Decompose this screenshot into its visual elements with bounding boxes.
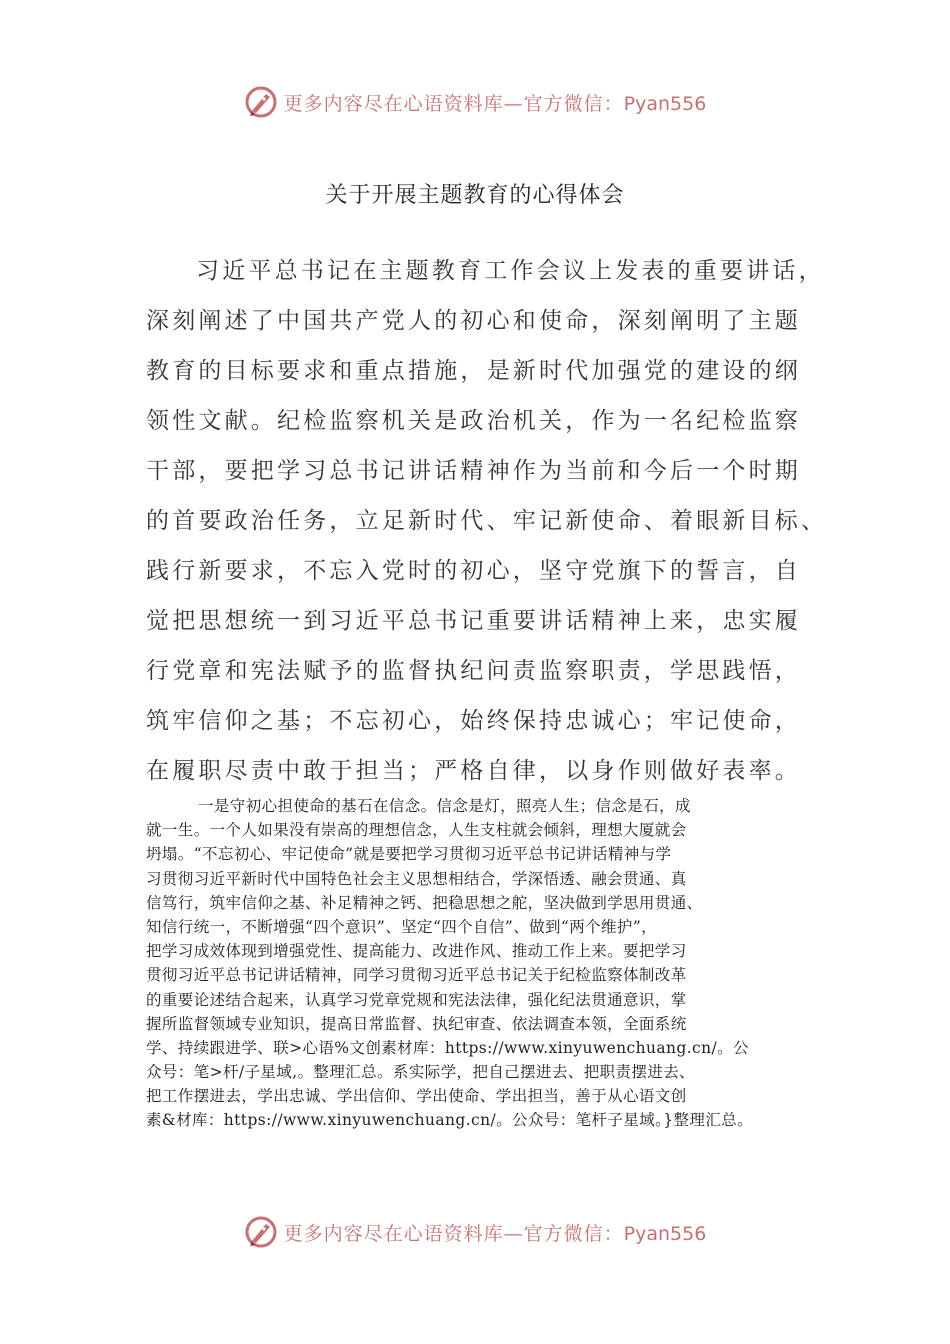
body-line: 把学习成效体现到增强党性、提高能力、改进作风、推动工作上来。要把学习: [146, 942, 687, 961]
watermark-handle: Pyan556: [623, 92, 707, 115]
body-paragraph: [146, 794, 826, 1133]
document-title: 关于开展主题教育的心得体会: [325, 183, 625, 208]
body-line: 一是守初心担使命的基石在信念。信念是灯，照亮人生；信念是石，成: [198, 797, 691, 815]
footer-watermark: [0, 1212, 950, 1252]
body-line: 贯彻习近平总书记讲话精神，同学习贯彻习近平总书记关于纪检监察体制改革: [146, 966, 687, 985]
intro-line: 在履职尽责中敢于担当；严格自律，以身作则做好表率。: [146, 758, 801, 784]
header-watermark: [0, 82, 950, 122]
body-line: 的重要论述结合起来，认真学习党章党规和宪法法律，强化纪法贯通意识，掌: [146, 990, 687, 1009]
intro-line: 干部，要把学习总书记讲话精神作为当前和今后一个时期: [146, 458, 801, 484]
body-line: 素&材库：https://www.xinyuwenchuang.cn/。公众号：笔杆子星域。}整理汇总。: [146, 1111, 754, 1130]
body-line: 把工作摆进去，学出忠诚、学出信仰、学出使命、学出担当，善于从心语文创: [146, 1087, 687, 1106]
body-line: 学、持续跟进学、联>心语%文创素材库：https://www.xinyuwenchuang.cn/。公: [146, 1038, 749, 1057]
pen-nib-logo-icon: [244, 85, 278, 119]
body-line: 习贯彻习近平新时代中国特色社会主义思想相结合，学深悟透、融会贯通、真: [146, 869, 687, 888]
intro-line: 教育的目标要求和重点措施，是新时代加强党的建设的纲: [146, 358, 801, 384]
intro-line: 领性文献。纪检监察机关是政治机关，作为一名纪检监察: [146, 408, 801, 434]
intro-line: 筑牢信仰之基；不忘初心，始终保持忠诚心；牢记使命，: [146, 708, 801, 734]
body-line: 众号：笔>杆/子星域,。整理汇总。系实际学，把自己摆进去、把职责摆进去、: [146, 1063, 696, 1082]
pen-nib-logo-icon: [244, 1215, 278, 1249]
watermark-text: 更多内容尽在心语资料库—官方微信：Pyan556: [283, 92, 707, 115]
intro-line: 践行新要求，不忘入党时的初心，坚守党旗下的誓言，自: [146, 558, 801, 584]
intro-line: 习近平总书记在主题教育工作会议上发表的重要讲话，: [196, 258, 825, 284]
intro-line: 行党章和宪法赋予的监督执纪问责监察职责，学思践悟，: [146, 658, 801, 684]
body-line: 握所监督领域专业知识，提高日常监督、执纪审查、依法调查本领，全面系统: [146, 1014, 687, 1033]
intro-line: 的首要政治任务，立足新时代、牢记新使命、着眼新目标、: [146, 508, 828, 534]
body-line: 就一生。一个人如果没有崇高的理想信念，人生支柱就会倾斜，理想大厦就会: [146, 821, 687, 840]
watermark-text: 更多内容尽在心语资料库—官方微信：Pyan556: [283, 1222, 707, 1245]
body-line: 坍塌。“不忘初心、牢记使命”就是要把学习贯彻习近平总书记讲话精神与学: [146, 845, 672, 864]
intro-paragraph: [146, 246, 826, 796]
intro-line: 觉把思想统一到习近平总书记重要讲话精神上来，忠实履: [146, 608, 801, 634]
watermark-handle: Pyan556: [623, 1222, 707, 1245]
intro-line: 深刻阐述了中国共产党人的初心和使命，深刻阐明了主题: [146, 308, 801, 334]
body-line: 信笃行，筑牢信仰之基、补足精神之钙、把稳思想之舵，坚决做到学思用贯通、: [146, 893, 703, 912]
body-line: 知信行统一，不断增强“四个意识”、坚定“四个自信”、做到“两个维护”，: [146, 917, 658, 936]
